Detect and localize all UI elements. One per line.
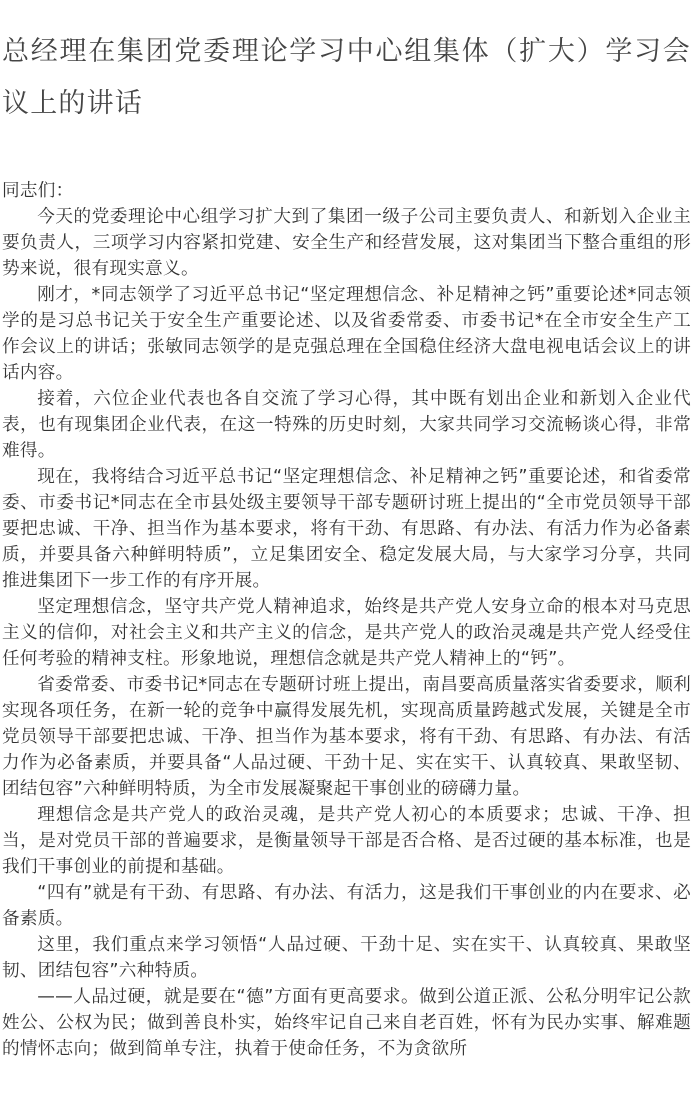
paragraph-7: 理想信念是共产党人的政治灵魂，是共产党人初心的本质要求；忠诚、干净、担当，是对党员干部的普遍要求，是衡量领导干部是否合格、是否过硬的基本标准，也是我们干事创业的前提和基础。 [2, 805, 691, 877]
paragraph-1: 今天的党委理论中心组学习扩大到了集团一级子公司主要负责人、和新划入企业主要负责人，三项学习内容紧扣党建、安全生产和经营发展，这对集团当下整合重组的形势来说，很有现实意义。 [2, 207, 691, 279]
article-title: 总经理在集团党委理论学习中心组集体（扩大）学习会议上的讲话 [2, 36, 691, 119]
paragraph-9: 这里，我们重点来学习领悟“人品过硬、干劲十足、实在实干、认真较真、果敢坚韧、团结包容”六种特质。 [2, 935, 691, 981]
paragraph-3: 接着，六位企业代表也各自交流了学习心得，其中既有划出企业和新划入企业代表，也有现集团企业代表，在这一特殊的历史时刻，大家共同学习交流畅谈心得，非常难得。 [2, 389, 691, 461]
article-body [2, 178, 691, 1062]
paragraph-4: 现在，我将结合习近平总书记“坚定理想信念、补足精神之钙”重要论述，和省委常委、市委书记*同志在全市县处级主要领导干部专题研讨班上提出的“全市党员领导干部要把忠诚、干净、担当作为基本要求，将有干劲、有思路、有办法、有活力作为必备素质，并要具备六种鲜明特质”，立足集团安全、稳定发展大局，与大家学习分享，共同推进集团下一步工作的有序开展。 [2, 467, 691, 591]
paragraph-5: 坚定理想信念，坚守共产党人精神追求，始终是共产党人安身立命的根本对马克思主义的信仰，对社会主义和共产主义的信念，是共产党人的政治灵魂是共产党人经受住任何考验的精神支柱。形象地说，理想信念就是共产党人精神上的“钙”。 [2, 597, 691, 669]
paragraph-6: 省委常委、市委书记*同志在专题研讨班上提出，南昌要高质量落实省委要求，顺利实现各项任务，在新一轮的竞争中赢得发展先机，实现高质量跨越式发展，关键是全市党员领导干部要把忠诚、干净、担当作为基本要求，将有干劲、有思路、有办法、有活力作为必备素质，并要具备“人品过硬、干劲十足、实在实干、认真较真、果敢坚韧、团结包容”六种鲜明特质，为全市发展凝聚起干事创业的磅礴力量。 [2, 675, 691, 799]
paragraph-2: 刚才，*同志领学了习近平总书记“坚定理想信念、补足精神之钙”重要论述*同志领学的是习总书记关于安全生产重要论述、以及省委常委、市委书记*在全市安全生产工作会议上的讲话；张敏同志领学的是克强总理在全国稳住经济大盘电视电话会议上的讲话内容。 [2, 285, 691, 383]
salutation: 同志们： [2, 181, 74, 201]
paragraph-8: “四有”就是有干劲、有思路、有办法、有活力，这是我们干事创业的内在要求、必备素质。 [2, 883, 691, 929]
paragraph-10: ——人品过硬，就是要在“德”方面有更高要求。做到公道正派、公私分明牢记公款姓公、公权为民；做到善良朴实，始终牢记自己来自老百姓，怀有为民办实事、解难题的情怀志向；做到简单专注，执着于使命任务，不为贪欲所 [2, 987, 691, 1059]
